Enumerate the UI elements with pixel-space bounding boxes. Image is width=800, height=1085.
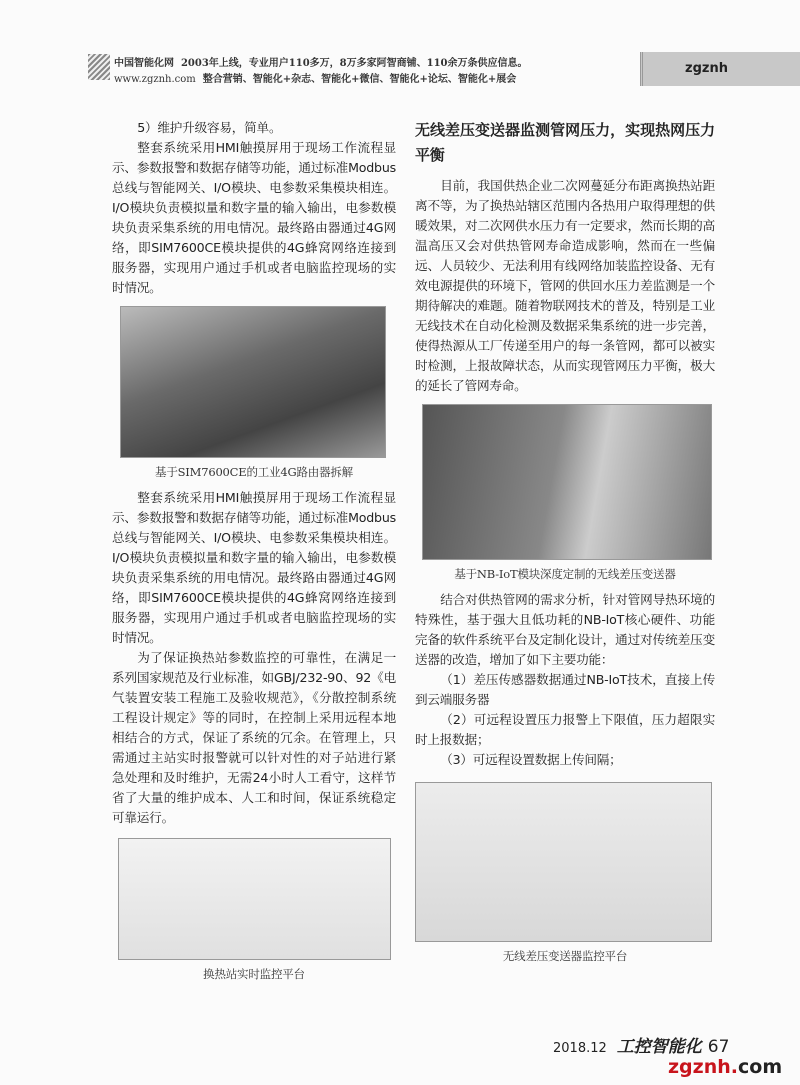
figure-caption: 换热站实时监控平台	[203, 967, 305, 981]
magazine-name: 工控智能化	[616, 1037, 702, 1057]
paragraph: 结合对供热管网的需求分析，针对管网导热环境的特殊性，基于强大且低功耗的NB-IoT核心硬件、功能完备的软件系统平台及定制化设计，通过对传统差压变送器的改造，增加了如下主要功能：	[415, 592, 715, 667]
heat-station-monitor-screenshot	[118, 838, 391, 960]
paragraph: 整套系统采用HMI触摸屏用于现场工作流程显示、参数报警和数据存储等功能，通过标准Modbus总线与智能网关、I/O模块、电参数采集模块相连。I/O模块负责模拟量和数字量的输入输出，电参数模块负责采集系统的用电情况。最终路由器通过4G网络，即SIM7600CE模块提供的4G蜂窝网络连接到服务器，实现用户通过手机或者电脑监控现场的实时情况。	[112, 140, 396, 295]
site-name: 中国智能化网	[114, 58, 174, 69]
issue-date: 2018.12	[553, 1041, 607, 1056]
paragraph: 整套系统采用HMI触摸屏用于现场工作流程显示、参数报警和数据存储等功能，通过标准Modbus总线与智能网关、I/O模块、电参数采集模块相连。I/O模块负责模拟量和数字量的输入输出，电参数模块负责采集系统的用电情况。最终路由器通过4G网络，即SIM7600CE模块提供的4G蜂窝网络连接到服务器，实现用户通过手机或者电脑监控现场的实时情况。	[112, 490, 396, 645]
watermark-black: com	[738, 1056, 783, 1078]
header-band	[640, 52, 800, 86]
paragraph: 为了保证换热站参数监控的可靠性，在满足一系列国家规范及行业标准，如GBJ/232-90、92《电气装置安装工程施工及验收规范》，《分散控制系统工程设计规定》等的同时，在控制上采用远程本地相结合的方式，保证了系统的冗余。在管理上，只需通过主站实时报警就可以针对性的对子站进行紧急处理和及时维护，无需24小时人工看守，这样节省了大量的维护成本、人工和时间，保证系统稳定可靠运行。	[112, 650, 396, 825]
section-heading: 无线差压变送器监测管网压力，实现热网压力平衡	[415, 121, 715, 164]
map-monitor-screenshot	[415, 782, 712, 942]
list-item: （3）可远程设置数据上传间隔；	[440, 752, 622, 767]
transmitter-photo	[422, 404, 712, 560]
router-photo	[120, 306, 386, 458]
figure-caption: 基于NB-IoT模块深度定制的无线差压变送器	[454, 567, 676, 581]
site-logo-icon	[88, 54, 110, 80]
footer	[553, 1032, 729, 1057]
list-item: （2）可远程设置压力报警上下限值，压力超限实时上报数据；	[415, 712, 715, 747]
paragraph: 目前，我国供热企业二次网蔓延分布距离换热站距离不等，为了换热站辖区范围内各热用户取得理想的供暖效果，对二次网供水压力有一定要求，然而长期的高温高压又会对供热管网寿命造成影响，然而在一些偏远、人员较少、无法利用有线网络加装监控设备、无有效电源提供的环境下，管网的供回水压力差监测是一个期待解决的难题。随着物联网技术的普及，特别是工业无线技术在自动化检测及数据采集系统的进一步完善，使得热源从工厂传递至用户的每一条管网，都可以被实时检测，上报故障状态，从而实现管网压力平衡，极大的延长了管网寿命。	[415, 178, 715, 393]
header-line2: 整合营销、智能化+杂志、智能化+微信、智能化+论坛、智能化+展会	[202, 74, 517, 85]
band-label: zgznh	[685, 61, 728, 76]
page-number: 67	[707, 1037, 730, 1057]
left-column	[112, 118, 396, 990]
site-url[interactable]: www.zgznh.com	[114, 74, 196, 85]
list-item: （1）差压传感器数据通过NB-IoT技术，直接上传到云端服务器	[415, 672, 715, 707]
right-column	[415, 118, 715, 972]
figure-caption: 无线差压变送器监控平台	[502, 949, 628, 963]
watermark-red: zgznh.	[668, 1056, 738, 1078]
header-line1: 2003年上线，专业用户110多万，8万多家阿智商铺、110余万条供应信息。	[180, 58, 528, 69]
watermark	[668, 1056, 782, 1078]
figure-caption: 基于SIM7600CE的工业4G路由器拆解	[155, 465, 353, 479]
paragraph: 5）维护升级容易，简单。	[137, 120, 282, 135]
